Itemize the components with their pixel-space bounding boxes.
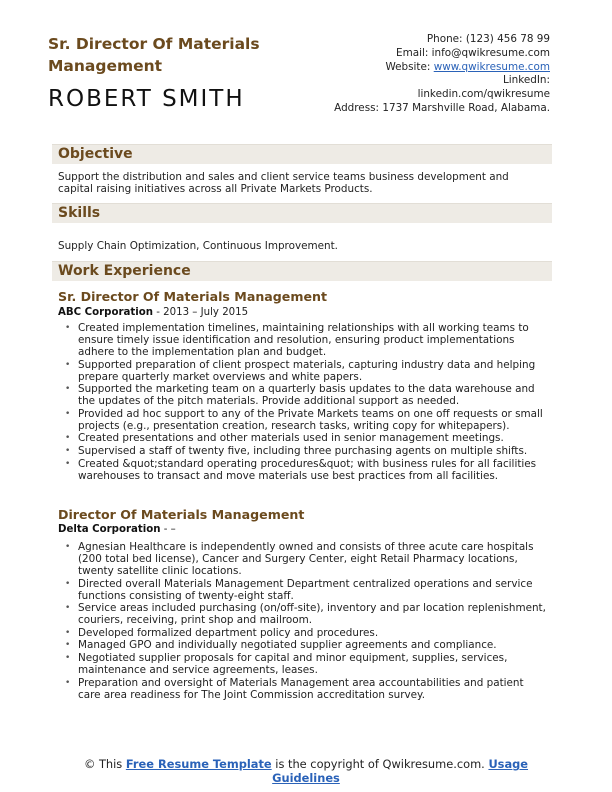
contact-phone <box>290 33 550 47</box>
job-1-title: Sr. Director Of Materials Management <box>58 289 327 304</box>
footer-prefix: © This <box>83 757 126 771</box>
list-item: • Supervised a staff of twenty five, including three purchasing agents on multiple shifts. <box>58 445 548 457</box>
list-item: • Created implementation timelines, maintaining relationships with all working teams to ensure timely issue identification and resolution, ensuring product implementations adhere to the implementation plan and budget. <box>58 322 548 358</box>
list-item: • Created presentations and other materials used in senior management meetings. <box>58 432 548 444</box>
candidate-name: ROBERT SMITH <box>48 86 245 112</box>
phone-value: (123) 456 78 99 <box>465 33 550 45</box>
job-1-bullets <box>58 322 548 482</box>
website-label: Website: <box>385 60 431 73</box>
address-value: 1737 Marshville Road, Alabama. <box>382 101 550 114</box>
address-label: Address: <box>334 101 380 114</box>
job-2-dates: - – <box>160 524 176 535</box>
phone-label: Phone: <box>426 33 463 45</box>
work-experience-heading: Work Experience <box>58 263 191 279</box>
list-item: • Developed formalized department policy and procedures. <box>58 627 548 639</box>
contact-email <box>290 47 550 61</box>
objective-heading: Objective <box>58 146 133 162</box>
list-item: • Service areas included purchasing (on/off-site), inventory and par location replenishment, couriers, receiving, print shop and mailroom. <box>58 602 548 626</box>
skills-section-header <box>52 203 552 223</box>
job-2-bullets <box>58 541 548 701</box>
skills-text: Supply Chain Optimization, Continuous Improvement. <box>58 240 338 252</box>
contact-linkedin-value: linkedin.com/qwikresume <box>417 88 550 101</box>
objective-text: Support the distribution and sales and client service teams business development and capital raising initiatives across all Private Markets Products. <box>58 171 509 195</box>
job-1-company: ABC Corporation <box>58 307 153 318</box>
job-2-title: Director Of Materials Management <box>58 507 305 522</box>
contact-linkedin-label: LinkedIn: <box>502 74 550 87</box>
email-label: Email: <box>396 46 429 59</box>
list-item: • Agnesian Healthcare is independently owned and consists of three acute care hospitals (200 total bed license), Cancer and Surgery Center, eight Retail Pharmacy locations, twenty satellite clinic locations. <box>58 541 548 577</box>
usage-guidelines-link[interactable]: Usage Guidelines <box>272 757 529 785</box>
list-item: • Managed GPO and individually negotiated supplier agreements and compliance. <box>58 639 548 651</box>
list-item: • Directed overall Materials Management Department centralized operations and service functions consisting of twenty-eight staff. <box>58 578 548 602</box>
free-resume-template-link[interactable]: Free Resume Template <box>125 757 272 771</box>
list-item: • Negotiated supplier proposals for capital and minor equipment, supplies, services, maintenance and service agreements, leases. <box>58 652 548 676</box>
footer-copyright <box>80 757 532 785</box>
list-item: • Created &quot;standard operating procedures&quot; with business rules for all facilities warehouses to transact and move materials use best practices from all facilities. <box>58 458 548 482</box>
list-item: • Provided ad hoc support to any of the Private Markets teams on one off requests or small projects (e.g., presentation creation, research tasks, writing copy for whitepapers). <box>58 408 548 432</box>
contact-block <box>290 33 550 116</box>
footer-middle: is the copyright of Qwikresume.com. <box>271 757 489 771</box>
objective-section-header <box>52 144 552 164</box>
list-item: • Supported the marketing team on a quarterly basis updates to the data warehouse and the updates of the pitch materials. Provide additional support as needed. <box>58 383 548 407</box>
email-value: info@qwikresume.com <box>431 46 550 59</box>
website-link[interactable]: www.qwikresume.com <box>433 60 550 73</box>
contact-address <box>290 102 550 116</box>
job-1-dates: - 2013 – July 2015 <box>152 307 249 318</box>
list-item: • Preparation and oversight of Materials Management area accountabilities and patient care area readiness for The Joint Commission accreditation survey. <box>58 677 548 701</box>
job-2-company: Delta Corporation <box>58 524 161 535</box>
work-experience-section-header <box>52 261 552 281</box>
contact-website <box>290 61 550 75</box>
list-item: • Supported preparation of client prospect materials, capturing industry data and helping prepare quarterly market overviews and white papers. <box>58 359 548 383</box>
job-2-company-line <box>58 524 176 535</box>
job-1-company-line <box>58 307 248 318</box>
resume-job-title: Sr. Director Of Materials Management <box>48 35 260 75</box>
skills-heading: Skills <box>58 205 101 221</box>
